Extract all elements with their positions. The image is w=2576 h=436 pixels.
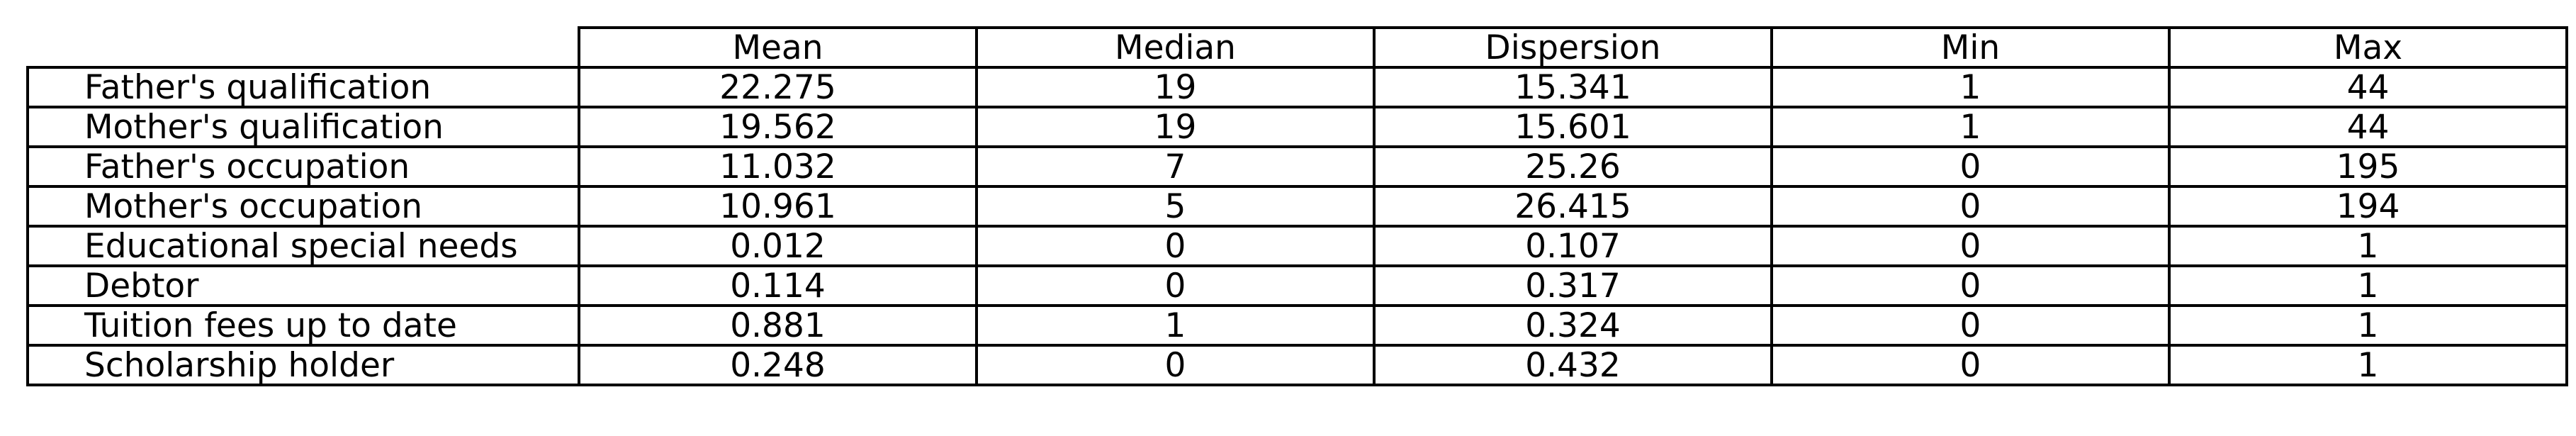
row-label: Educational special needs bbox=[28, 226, 579, 266]
table-row bbox=[28, 147, 2567, 186]
statistics-table bbox=[26, 26, 2568, 386]
cell-median: 19 bbox=[977, 67, 1374, 107]
column-header-mean: Mean bbox=[579, 28, 977, 67]
table-row bbox=[28, 67, 2567, 107]
cell-median: 5 bbox=[977, 186, 1374, 226]
cell-min: 0 bbox=[1772, 147, 2169, 186]
cell-min: 0 bbox=[1772, 266, 2169, 306]
cell-dispersion: 15.601 bbox=[1374, 107, 1772, 147]
cell-dispersion: 0.317 bbox=[1374, 266, 1772, 306]
table-row bbox=[28, 345, 2567, 385]
header-row bbox=[28, 28, 2567, 67]
cell-mean: 0.114 bbox=[579, 266, 977, 306]
cell-mean: 22.275 bbox=[579, 67, 977, 107]
cell-mean: 10.961 bbox=[579, 186, 977, 226]
cell-dispersion: 15.341 bbox=[1374, 67, 1772, 107]
cell-max: 1 bbox=[2169, 226, 2567, 266]
cell-max: 44 bbox=[2169, 67, 2567, 107]
column-header-dispersion: Dispersion bbox=[1374, 28, 1772, 67]
row-label: Tuition fees up to date bbox=[28, 306, 579, 345]
corner-cell bbox=[28, 28, 579, 67]
row-label: Debtor bbox=[28, 266, 579, 306]
column-header-median: Median bbox=[977, 28, 1374, 67]
cell-min: 0 bbox=[1772, 226, 2169, 266]
cell-min: 0 bbox=[1772, 186, 2169, 226]
cell-median: 7 bbox=[977, 147, 1374, 186]
table-row bbox=[28, 107, 2567, 147]
cell-median: 0 bbox=[977, 345, 1374, 385]
cell-mean: 11.032 bbox=[579, 147, 977, 186]
cell-max: 44 bbox=[2169, 107, 2567, 147]
row-label: Father's qualification bbox=[28, 67, 579, 107]
row-label: Mother's occupation bbox=[28, 186, 579, 226]
cell-max: 1 bbox=[2169, 306, 2567, 345]
cell-min: 0 bbox=[1772, 306, 2169, 345]
cell-mean: 0.012 bbox=[579, 226, 977, 266]
row-label: Scholarship holder bbox=[28, 345, 579, 385]
cell-min: 0 bbox=[1772, 345, 2169, 385]
table-row bbox=[28, 306, 2567, 345]
cell-max: 1 bbox=[2169, 266, 2567, 306]
column-header-min: Min bbox=[1772, 28, 2169, 67]
cell-median: 0 bbox=[977, 226, 1374, 266]
table-row bbox=[28, 266, 2567, 306]
cell-max: 1 bbox=[2169, 345, 2567, 385]
cell-dispersion: 0.324 bbox=[1374, 306, 1772, 345]
cell-mean: 0.881 bbox=[579, 306, 977, 345]
cell-mean: 0.248 bbox=[579, 345, 977, 385]
cell-min: 1 bbox=[1772, 107, 2169, 147]
cell-dispersion: 26.415 bbox=[1374, 186, 1772, 226]
cell-median: 19 bbox=[977, 107, 1374, 147]
cell-dispersion: 0.432 bbox=[1374, 345, 1772, 385]
cell-mean: 19.562 bbox=[579, 107, 977, 147]
table-row bbox=[28, 226, 2567, 266]
cell-dispersion: 25.26 bbox=[1374, 147, 1772, 186]
table-row bbox=[28, 186, 2567, 226]
cell-median: 0 bbox=[977, 266, 1374, 306]
cell-median: 1 bbox=[977, 306, 1374, 345]
row-label: Father's occupation bbox=[28, 147, 579, 186]
cell-min: 1 bbox=[1772, 67, 2169, 107]
cell-max: 194 bbox=[2169, 186, 2567, 226]
row-label: Mother's qualification bbox=[28, 107, 579, 147]
cell-dispersion: 0.107 bbox=[1374, 226, 1772, 266]
cell-max: 195 bbox=[2169, 147, 2567, 186]
column-header-max: Max bbox=[2169, 28, 2567, 67]
